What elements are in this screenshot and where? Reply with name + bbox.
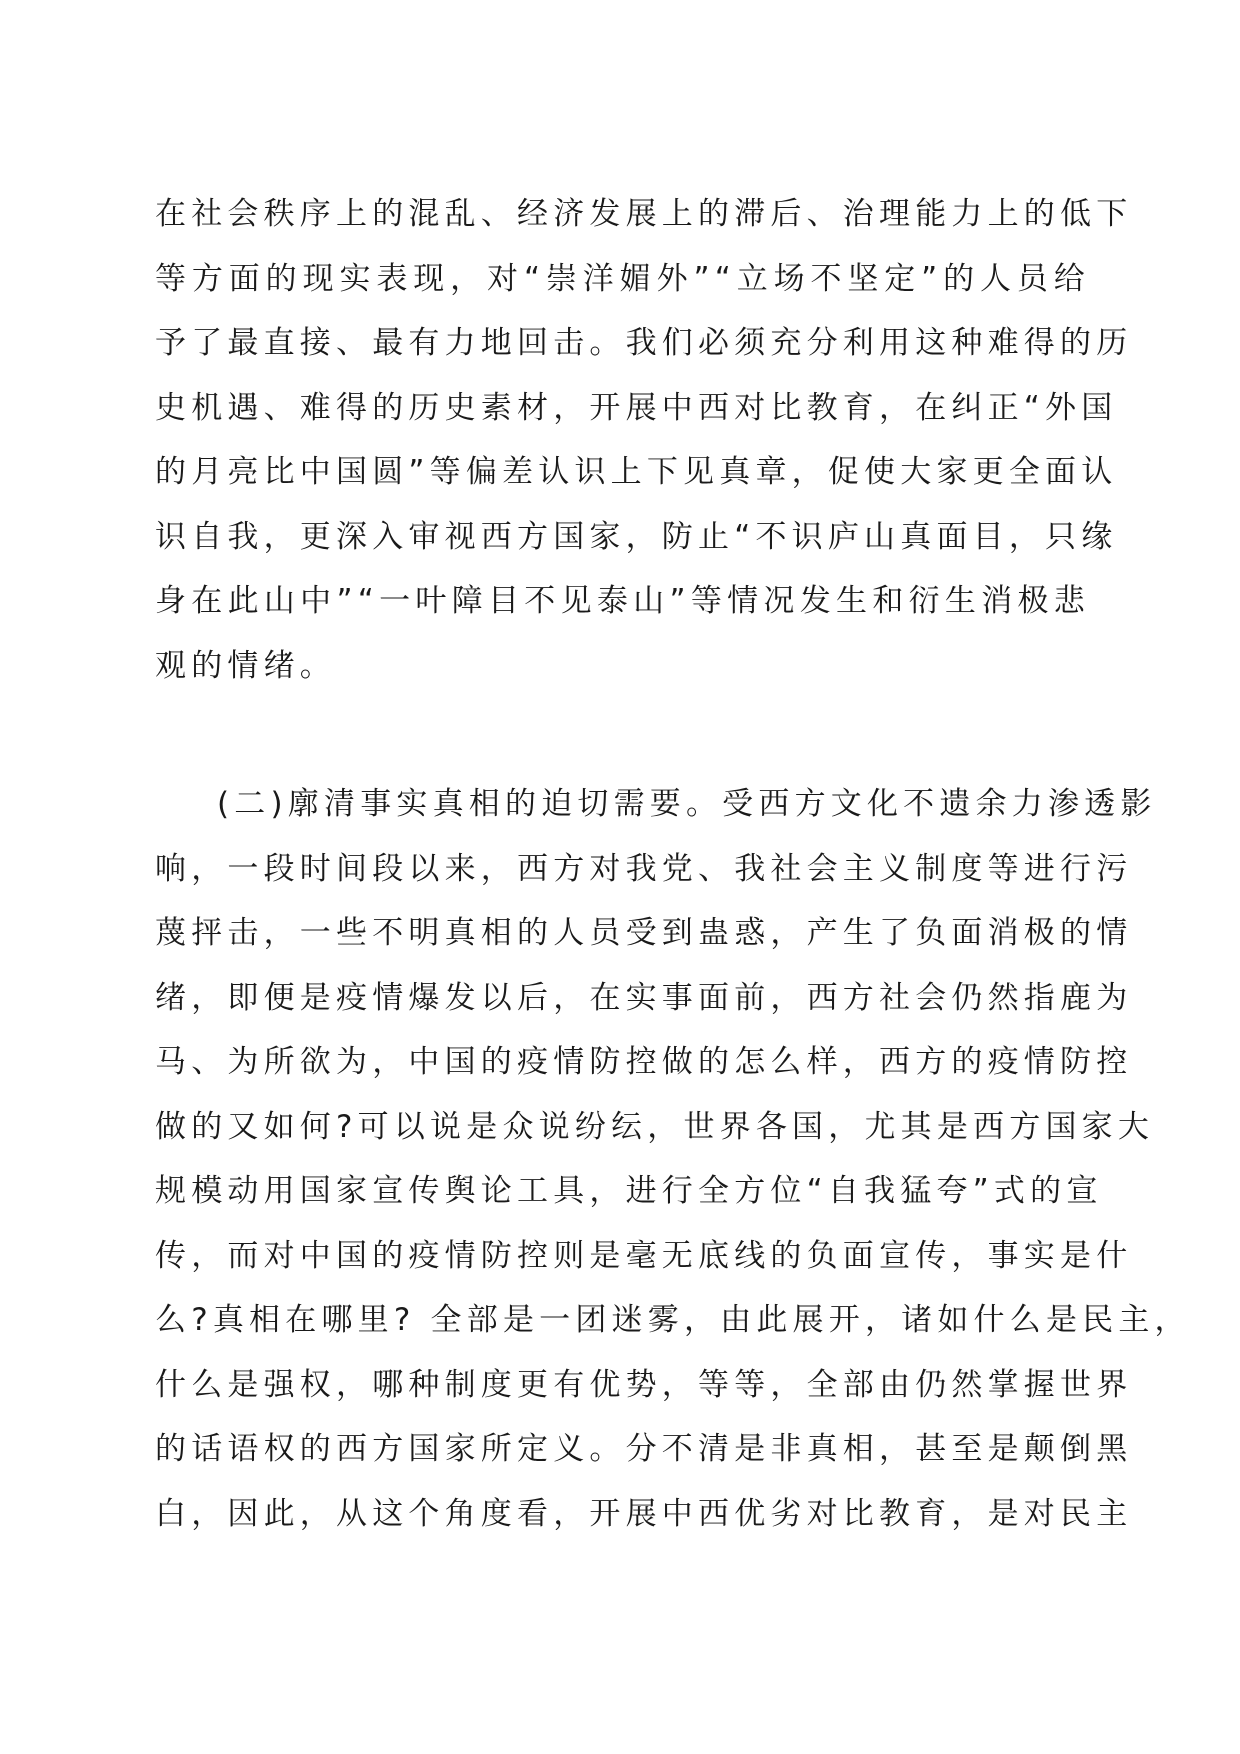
paragraph-line: 等方面的现实表现，对“崇洋媚外”“立场不坚定”的人员给 [155, 260, 1090, 297]
paragraph-line: 在社会秩序上的混乱、经济发展上的滞后、治理能力上的低下 [155, 196, 1133, 232]
paragraph-line: 么?真相在哪里? 全部是一团迷雾，由此展开，诸如什么是民主， [155, 1302, 1191, 1338]
paragraph-line: 绪，即便是疫情爆发以后，在实事面前，西方社会仍然指鹿为 [155, 979, 1133, 1016]
paragraph-line: 的话语权的西方国家所定义。分不清是非真相，甚至是颠倒黑 [155, 1431, 1133, 1467]
paragraph-line: 史机遇、难得的历史素材，开展中西对比教育，在纠正“外国 [155, 389, 1118, 426]
paragraph-line: 观的情绪。 [155, 647, 336, 684]
paragraph-2 [155, 772, 1191, 1546]
paragraph-line: 规模动用国家宣传舆论工具，进行全方位“自我猛夸”式的宣 [155, 1173, 1103, 1209]
paragraph-line: 传，而对中国的疫情防控则是毫无底线的负面宣传，事实是什 [155, 1237, 1133, 1274]
paragraph-line: 识自我，更深入审视西方国家，防止“不识庐山真面目，只缘 [155, 518, 1118, 555]
paragraph-1 [155, 182, 1133, 698]
paragraph-line: 马、为所欲为，中国的疫情防控做的怎么样，西方的疫情防控 [155, 1044, 1133, 1080]
paragraph-line: 予了最直接、最有力地回击。我们必须充分利用这种难得的历 [155, 325, 1133, 361]
paragraph-line: 响，一段时间段以来，西方对我党、我社会主义制度等进行污 [155, 850, 1133, 887]
paragraph-line: 的月亮比中国圆”等偏差认识上下见真章，促使大家更全面认 [155, 454, 1118, 490]
paragraph-line: 做的又如何?可以说是众说纷纭，世界各国，尤其是西方国家大 [155, 1108, 1155, 1145]
paragraph-line: 蔑抨击，一些不明真相的人员受到蛊惑，产生了负面消极的情 [155, 915, 1133, 951]
paragraph-line: 什么是强权，哪种制度更有优势，等等，全部由仍然掌握世界 [155, 1366, 1133, 1403]
paragraph-line: (二)廓清事实真相的迫切需要。受西方文化不遗余力渗透影 [217, 786, 1157, 822]
paragraph-line: 身在此山中”“一叶障目不见泰山”等情况发生和衍生消极悲 [155, 583, 1090, 619]
paragraph-line: 白，因此，从这个角度看，开展中西优劣对比教育，是对民主 [155, 1495, 1133, 1532]
